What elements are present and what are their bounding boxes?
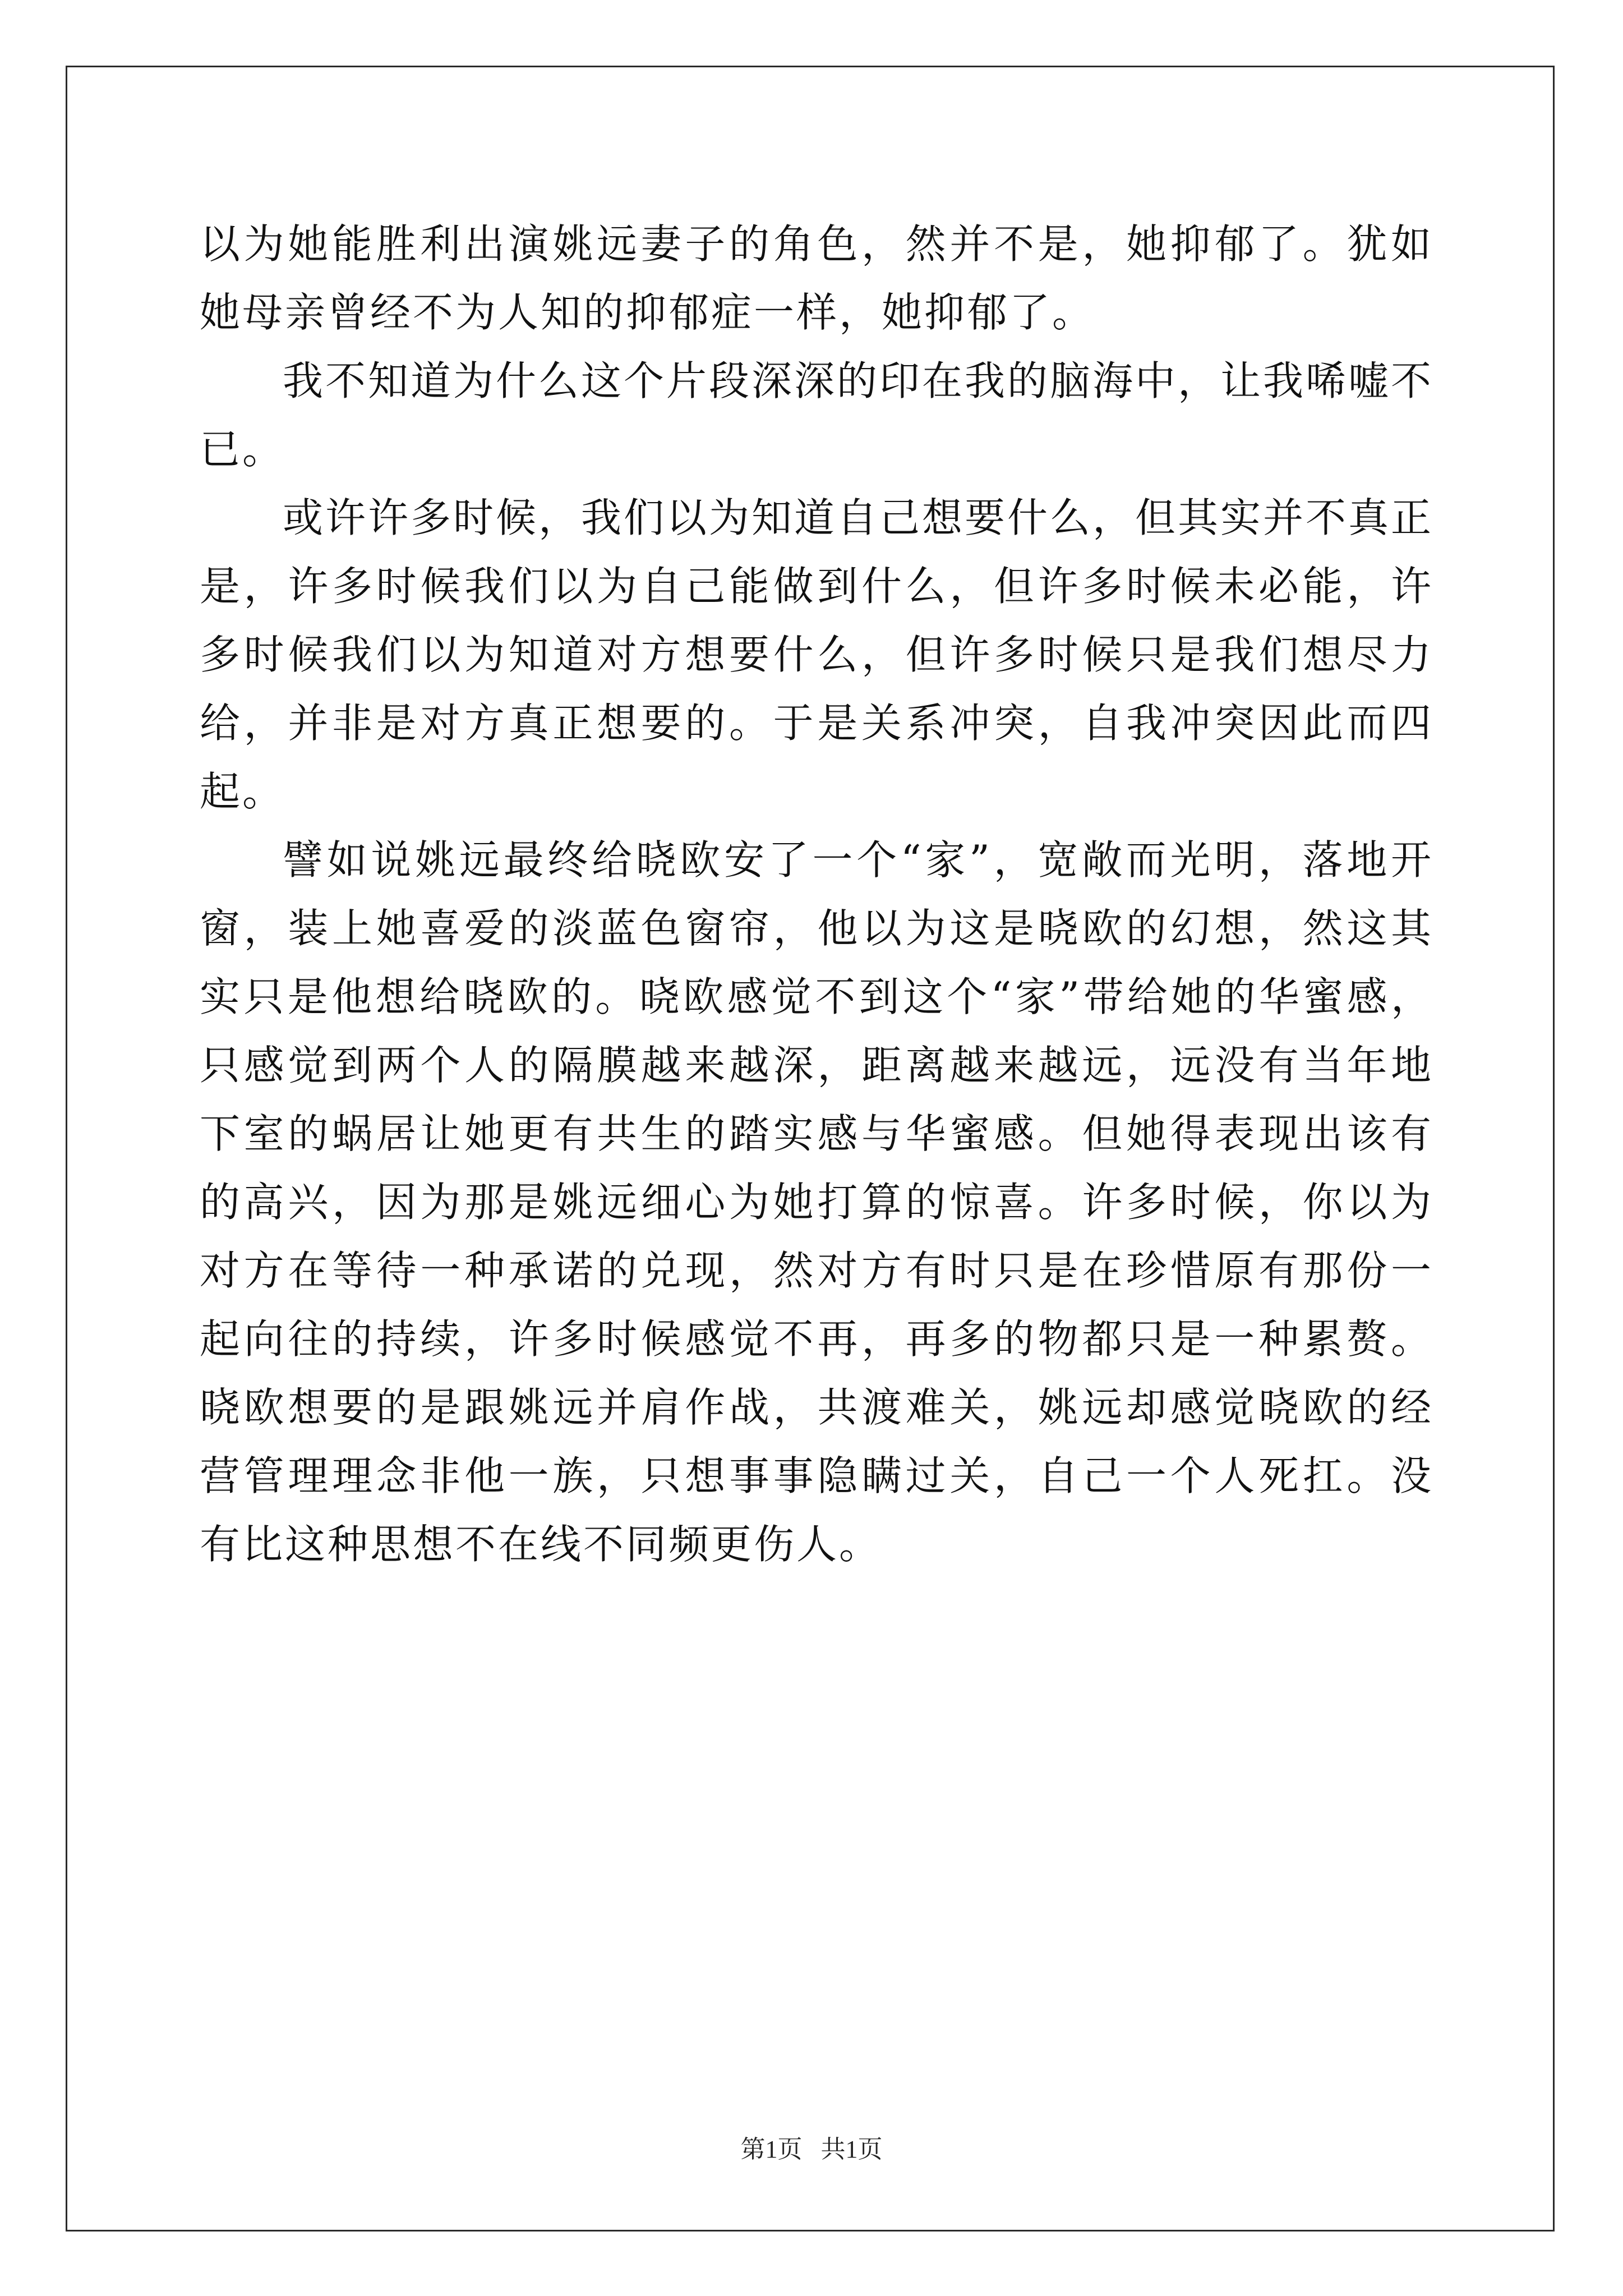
page-number-footer: 第1页 共1页 [740,2136,883,2163]
paragraph-4: 譬如说姚远最终给晓欧安了一个“家”，宽敞而光明，落地开窗，装上她喜爱的淡蓝色窗帘，他以为这是晓欧的幻想，然这其实只是他想给晓欧的。晓欧感觉不到这个“家”带给她的华蜜感，只感觉到两个人的隔膜越来越深，距离越来越远，远没有当年地下室的蜗居让她更有共生的踏实感与华蜜感。但她得表现出该有的高兴，因为那是姚远细心为她打算的惊喜。许多时候，你以为对方在等待一种承诺的兑现，然对方有时只是在珍惜原有那份一起向往的持续，许多时候感觉不再，再多的物都只是一种累赘。晓欧想要的是跟姚远并肩作战，共渡难关，姚远却感觉晓欧的经营管理理念非他一族，只想事事隐瞒过关，自己一个人死扛。没有比这种思想不在线不同频更伤人。 [200,836,1433,1568]
paragraph-3: 或许许多时候，我们以为知道自己想要什么，但其实并不真正是，许多时候我们以为自己能做到什么，但许多时候未必能，许多时候我们以为知道对方想要什么，但许多时候只是我们想尽力给，并非是对方真正想要的。于是关系冲突，自我冲突因此而四起。 [200,494,1434,815]
paragraph-1: 以为她能胜利出演姚远妻子的角色，然并不是，她抑郁了。犹如她母亲曾经不为人知的抑郁症一样，她抑郁了。 [200,220,1433,336]
document-body [200,210,1433,1579]
paragraph-2: 我不知道为什么这个片段深深的印在我的脑海中，让我唏嘘不已。 [200,357,1434,473]
